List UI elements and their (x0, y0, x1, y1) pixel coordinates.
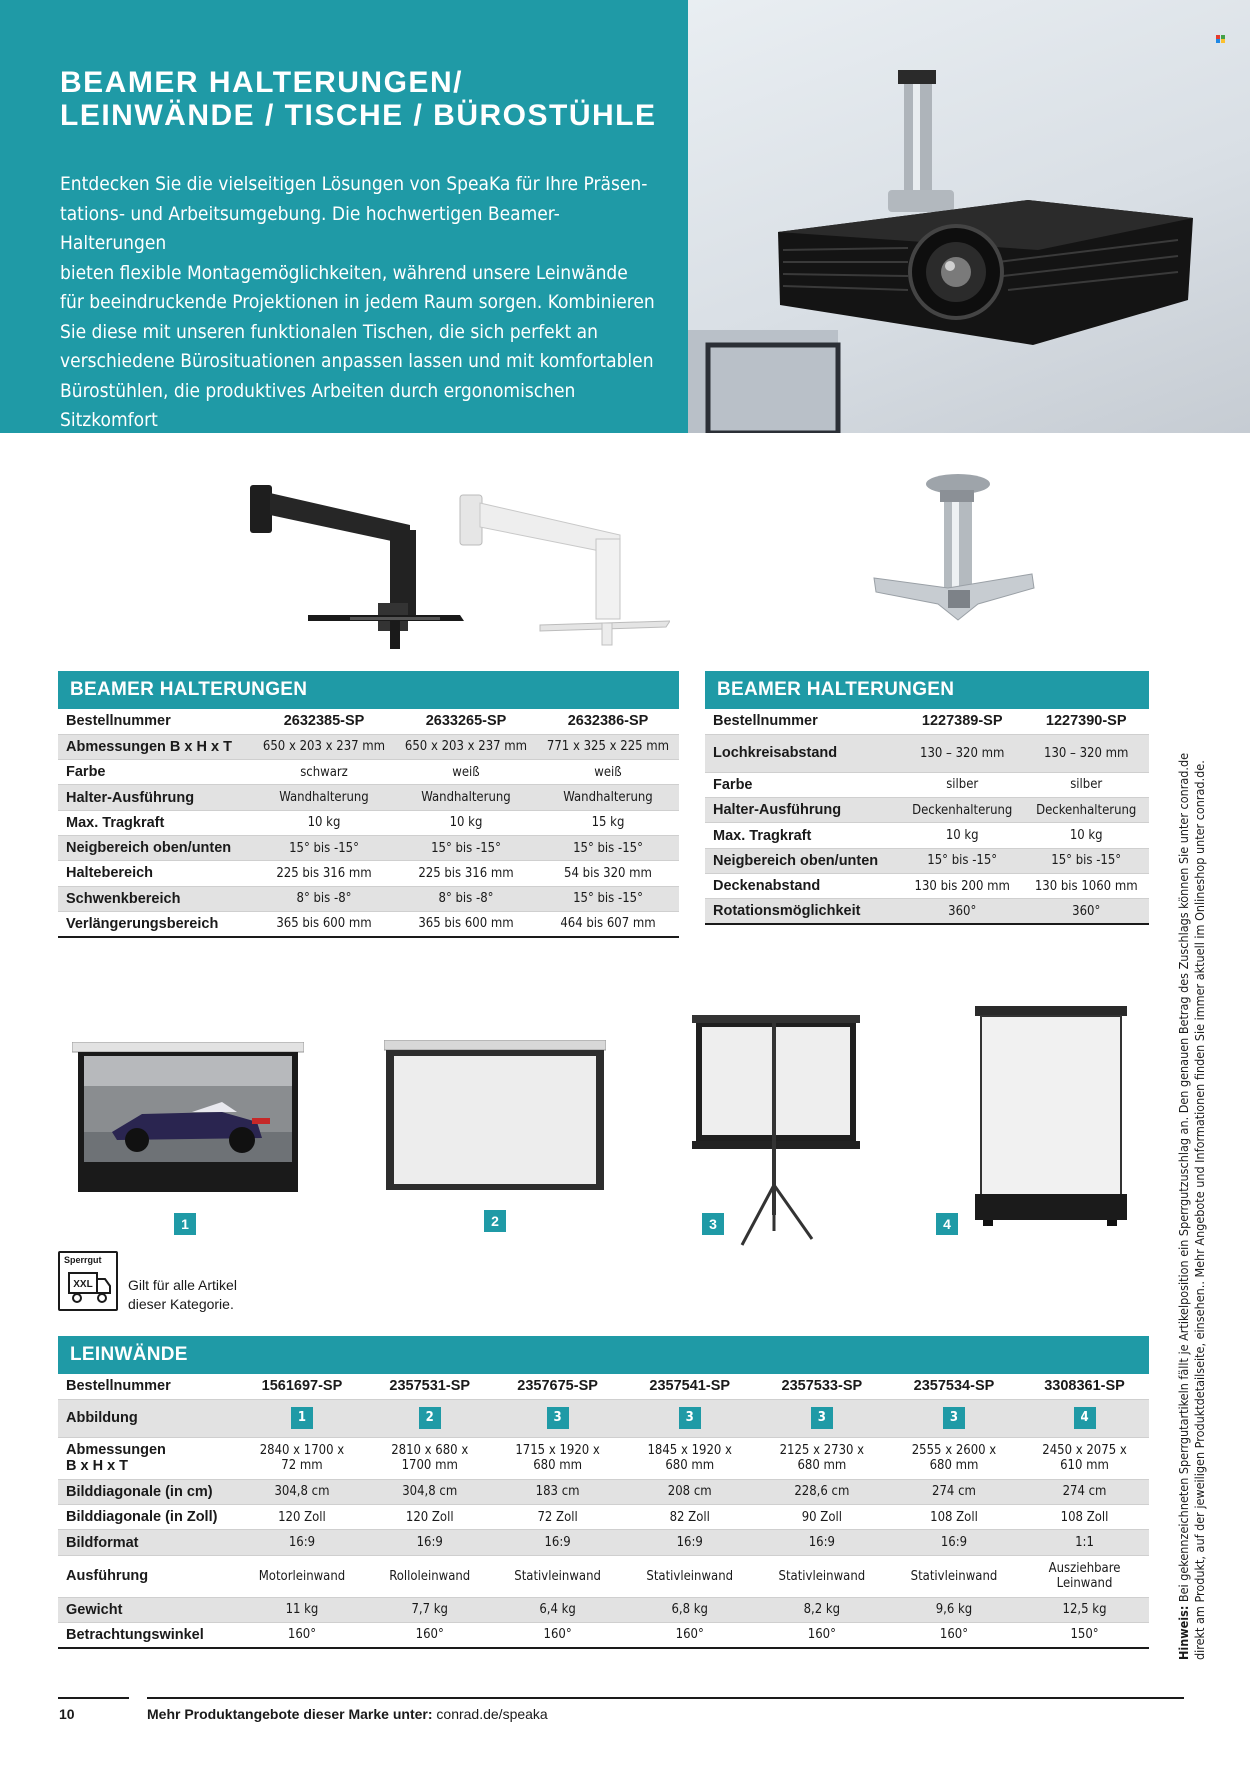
cell: 12,5 kg (1020, 1597, 1149, 1622)
figure-badge-2: 2 (484, 1210, 506, 1232)
intro-line: verschiedene Bürosituationen anpassen lassen und mit komfortablen (60, 350, 654, 372)
table-row (705, 899, 1149, 924)
column-header: 2632386-SP (537, 709, 679, 734)
row-label: Verlängerungsbereich (58, 911, 253, 936)
row-label: Max. Tragkraft (705, 823, 901, 848)
cell-line: 680 mm (533, 1458, 583, 1474)
table-row (705, 873, 1149, 898)
cell: 16:9 (236, 1530, 368, 1555)
table-row (58, 734, 679, 759)
cell: Motorleinwand (236, 1555, 368, 1597)
table-row (58, 1399, 1149, 1437)
row-label: Haltebereich (58, 861, 253, 886)
cell: 160° (236, 1622, 368, 1647)
footer-rule (147, 1697, 1184, 1699)
title-line-2: LEINWÄNDE / TISCHE / BÜROSTÜHLE (60, 99, 657, 132)
row-label: Farbe (705, 772, 901, 797)
cell: Deckenhalterung (1023, 798, 1149, 823)
cell: Deckenhalterung (901, 798, 1023, 823)
footer-label: Mehr Produktangebote dieser Marke unter: (147, 1706, 433, 1722)
row-label: Neigbereich oben/unten (705, 848, 901, 873)
column-header: 2357675-SP (492, 1374, 624, 1399)
cell: Wandhalterung (253, 785, 395, 810)
intro-line: ermöglichen. (60, 438, 172, 461)
figure-ref-badge: 3 (679, 1407, 701, 1429)
cell: 130 – 320 mm (901, 734, 1023, 772)
cell: 15° bis -15° (901, 848, 1023, 873)
sperrgut-note (128, 1276, 268, 1314)
cell: 360° (901, 899, 1023, 924)
row-label: Farbe (58, 760, 253, 785)
cell (236, 1437, 368, 1479)
cell: 225 bis 316 mm (395, 861, 537, 886)
cell-line: 680 mm (665, 1458, 715, 1474)
row-label: Halter-Ausführung (58, 785, 253, 810)
intro-text (60, 170, 660, 465)
figure-ref-badge: 3 (547, 1407, 569, 1429)
table-row (705, 823, 1149, 848)
figure-badge-1: 1 (174, 1213, 196, 1235)
column-header: 2357531-SP (368, 1374, 492, 1399)
intro-line: Sie diese mit unseren funktionalen Tischen, die sich perfekt an (60, 320, 598, 343)
row-label-line: B x H x T (66, 1458, 129, 1475)
table-row (58, 785, 679, 810)
row-label: Gewicht (58, 1597, 236, 1622)
ceiling-mounts-table (705, 671, 1149, 925)
cell: 650 x 203 x 237 mm (253, 734, 395, 759)
header-label: Bestellnummer (705, 709, 901, 734)
xxl-badge: XXL (73, 1279, 93, 1290)
table-row (58, 1555, 1149, 1597)
figure-ref-badge: 3 (943, 1407, 965, 1429)
cell: 650 x 203 x 237 mm (395, 734, 537, 759)
cell (624, 1437, 756, 1479)
table-row (58, 1597, 1149, 1622)
cell-line: 680 mm (797, 1458, 847, 1474)
column-header: 3308361-SP (1020, 1374, 1149, 1399)
cell (368, 1437, 492, 1479)
cell: weiß (395, 760, 537, 785)
cell-line: 1845 x 1920 x (647, 1443, 732, 1459)
table-row (58, 911, 679, 936)
cell: 9,6 kg (888, 1597, 1020, 1622)
cell: Stativleinwand (624, 1555, 756, 1597)
column-header: 2357534-SP (888, 1374, 1020, 1399)
cell: 6,4 kg (492, 1597, 624, 1622)
cell: 72 Zoll (492, 1505, 624, 1530)
cell: 10 kg (395, 810, 537, 835)
cell: 15° bis -15° (253, 835, 395, 860)
cell: 15° bis -15° (537, 835, 679, 860)
header-label: Bestellnummer (58, 709, 253, 734)
cell: 11 kg (236, 1597, 368, 1622)
footer-link[interactable]: conrad.de/speaka (436, 1706, 548, 1722)
row-label (58, 1437, 236, 1479)
cell: 15° bis -15° (1023, 848, 1149, 873)
intro-line: bieten flexible Montagemöglichkeiten, während unsere Leinwände (60, 261, 628, 284)
cell: 304,8 cm (236, 1479, 368, 1504)
truck-icon (68, 1271, 112, 1305)
table-row (58, 1622, 1149, 1647)
cell: 120 Zoll (368, 1505, 492, 1530)
sperrgut-note-line: dieser Kategorie. (128, 1296, 234, 1312)
row-label: Schwenkbereich (58, 886, 253, 911)
footer-rule (58, 1697, 129, 1699)
intro-line: Bürostühlen, die produktives Arbeiten durch ergonomischen Sitzkomfort (60, 379, 576, 431)
figure-ref-badge: 3 (811, 1407, 833, 1429)
cell: silber (901, 772, 1023, 797)
cell: 120 Zoll (236, 1505, 368, 1530)
cell-line: 2840 x 1700 x (259, 1443, 345, 1459)
cell (1020, 1437, 1149, 1479)
cell: 16:9 (492, 1530, 624, 1555)
cell: 16:9 (368, 1530, 492, 1555)
wall-mounts-table (58, 671, 679, 938)
cell: weiß (537, 760, 679, 785)
row-label: Deckenabstand (705, 873, 901, 898)
cell: Stativleinwand (756, 1555, 888, 1597)
screen-4-image (975, 1006, 1127, 1232)
cell: 15° bis -15° (395, 835, 537, 860)
row-label-line: Abmessungen (66, 1442, 166, 1459)
table-heading: BEAMER HALTERUNGEN (58, 671, 679, 709)
side-note-line (1176, 700, 1192, 1660)
column-header: 2632385-SP (253, 709, 395, 734)
cell: 108 Zoll (888, 1505, 1020, 1530)
intro-line: Entdecken Sie die vielseitigen Lösungen von SpeaKa für Ihre Präsen- (60, 173, 648, 195)
row-label: Abmessungen B x H x T (58, 734, 253, 759)
cell-line: 2450 x 2075 x (1042, 1443, 1127, 1459)
cell: 8° bis -8° (395, 886, 537, 911)
cell-line: 610 mm (1060, 1458, 1109, 1474)
table-row (705, 734, 1149, 772)
figure-badge-4: 4 (936, 1213, 958, 1235)
cell: 225 bis 316 mm (253, 861, 395, 886)
cell: 16:9 (756, 1530, 888, 1555)
row-label: Bildformat (58, 1530, 236, 1555)
table-row (58, 810, 679, 835)
row-label: Abbildung (58, 1399, 236, 1437)
cell: 8,2 kg (756, 1597, 888, 1622)
cell: 150° (1020, 1622, 1149, 1647)
cell (492, 1437, 624, 1479)
cell-line: 72 mm (281, 1458, 323, 1474)
cell: 771 x 325 x 225 mm (537, 734, 679, 759)
side-note-text: Bei gekennzeichneten Sperrgutartikeln fällt je Artikelposition ein Sperrgutzuschlag an. Den genauen Betrag des Zuschlags können Sie unter conrad.de (1176, 752, 1191, 1606)
screen-1-image (72, 1042, 304, 1194)
table-row (705, 772, 1149, 797)
cell: 130 bis 1060 mm (1023, 873, 1149, 898)
cell: 274 cm (888, 1479, 1020, 1504)
screens-table (58, 1336, 1149, 1649)
figure-ref-badge: 4 (1074, 1407, 1096, 1429)
cell-line: 2125 x 2730 x (779, 1443, 865, 1459)
cell: 160° (368, 1622, 492, 1647)
row-label: Bilddiagonale (in cm) (58, 1479, 236, 1504)
cell-line: 2555 x 2600 x (911, 1443, 997, 1459)
cell: 208 cm (624, 1479, 756, 1504)
cell-line: 2810 x 680 x (391, 1443, 469, 1459)
cell: 274 cm (1020, 1479, 1149, 1504)
cell: 1:1 (1020, 1530, 1149, 1555)
cell: 82 Zoll (624, 1505, 756, 1530)
page-title (60, 66, 657, 132)
cell: 108 Zoll (1020, 1505, 1149, 1530)
cell: Stativleinwand (888, 1555, 1020, 1597)
footer-text (147, 1706, 548, 1722)
cell-line: 680 mm (929, 1458, 979, 1474)
cell: 15 kg (537, 810, 679, 835)
table-heading: LEINWÄNDE (58, 1336, 1149, 1374)
cell: Stativleinwand (492, 1555, 624, 1597)
cell: 360° (1023, 899, 1149, 924)
cell: 365 bis 600 mm (395, 911, 537, 936)
table-row (58, 760, 679, 785)
row-label: Neigbereich oben/unten (58, 835, 253, 860)
cell: 10 kg (253, 810, 395, 835)
row-label: Ausführung (58, 1555, 236, 1597)
cell: schwarz (253, 760, 395, 785)
cell (888, 1437, 1020, 1479)
side-note-line: direkt am Produkt, auf der jeweiligen Produktdetailseite, einsehen.. Mehr Angebote und Informationen finden Sie immer aktuell im Onlineshop unter conrad.de. (1192, 760, 1207, 1660)
hero-projector-image (688, 0, 1250, 433)
cell: 228,6 cm (756, 1479, 888, 1504)
column-header: 1227389-SP (901, 709, 1023, 734)
table-row (58, 861, 679, 886)
cell: 10 kg (1023, 823, 1149, 848)
row-label: Max. Tragkraft (58, 810, 253, 835)
sperrgut-icon (58, 1251, 118, 1311)
column-header: 2357541-SP (624, 1374, 756, 1399)
table-heading: BEAMER HALTERUNGEN (705, 671, 1149, 709)
cell-line: Ausziehbare (1048, 1561, 1121, 1577)
cell: 365 bis 600 mm (253, 911, 395, 936)
table-row (58, 1479, 1149, 1504)
cell-line: Leinwand (1056, 1576, 1113, 1592)
cell: 304,8 cm (368, 1479, 492, 1504)
table-row (705, 848, 1149, 873)
sperrgut-label: Sperrgut (64, 1255, 102, 1265)
cell: silber (1023, 772, 1149, 797)
table-row (58, 1530, 1149, 1555)
cell: 8° bis -8° (253, 886, 395, 911)
cell-line: 1700 mm (401, 1458, 458, 1474)
cell: 16:9 (624, 1530, 756, 1555)
table-row (58, 835, 679, 860)
column-header: 1227390-SP (1023, 709, 1149, 734)
row-label: Halter-Ausführung (705, 798, 901, 823)
cell: 160° (888, 1622, 1020, 1647)
figure-badge-3: 3 (702, 1213, 724, 1235)
cell: 54 bis 320 mm (537, 861, 679, 886)
title-line-1: BEAMER HALTERUNGEN/ (60, 66, 463, 99)
cell: 15° bis -15° (537, 886, 679, 911)
table-row (705, 798, 1149, 823)
cell: 130 bis 200 mm (901, 873, 1023, 898)
column-header: 2357533-SP (756, 1374, 888, 1399)
cell: 183 cm (492, 1479, 624, 1504)
sperrgut-note-line: Gilt für alle Artikel (128, 1277, 237, 1293)
figure-ref-badge: 1 (291, 1407, 313, 1429)
cell: Wandhalterung (395, 785, 537, 810)
hero-panel (0, 0, 688, 461)
cell: Wandhalterung (537, 785, 679, 810)
cell: 160° (492, 1622, 624, 1647)
cell-line: 1715 x 1920 x (515, 1443, 600, 1459)
screen-2-image (384, 1040, 606, 1192)
side-note-bold: Hinweis: (1176, 1605, 1191, 1660)
table-row (58, 1505, 1149, 1530)
figure-ref-badge: 2 (419, 1407, 441, 1429)
side-note (1176, 700, 1208, 1660)
cell: 130 – 320 mm (1023, 734, 1149, 772)
row-label: Betrachtungswinkel (58, 1622, 236, 1647)
wall-mounts-image (250, 475, 670, 655)
column-header: 1561697-SP (236, 1374, 368, 1399)
cell: 90 Zoll (756, 1505, 888, 1530)
table-row (58, 886, 679, 911)
cell: 7,7 kg (368, 1597, 492, 1622)
ceiling-mount-image (868, 470, 1038, 635)
table-row (58, 1437, 1149, 1479)
cell: 160° (756, 1622, 888, 1647)
cell: 6,8 kg (624, 1597, 756, 1622)
cell (1020, 1555, 1149, 1597)
header-label: Bestellnummer (58, 1374, 236, 1399)
cell: 464 bis 607 mm (537, 911, 679, 936)
cell: 160° (624, 1622, 756, 1647)
cell: 10 kg (901, 823, 1023, 848)
cell (756, 1437, 888, 1479)
cell: Rolloleinwand (368, 1555, 492, 1597)
row-label: Rotationsmöglichkeit (705, 899, 901, 924)
row-label: Lochkreisabstand (705, 734, 901, 772)
page-number: 10 (59, 1706, 75, 1722)
column-header: 2633265-SP (395, 709, 537, 734)
brand-flag-icon (1216, 35, 1225, 43)
row-label: Bilddiagonale (in Zoll) (58, 1505, 236, 1530)
intro-line: tations- und Arbeitsumgebung. Die hochwertigen Beamer-Halterungen (60, 202, 560, 254)
cell: 16:9 (888, 1530, 1020, 1555)
intro-line: für beeindruckende Projektionen in jedem Raum sorgen. Kombinieren (60, 291, 655, 313)
